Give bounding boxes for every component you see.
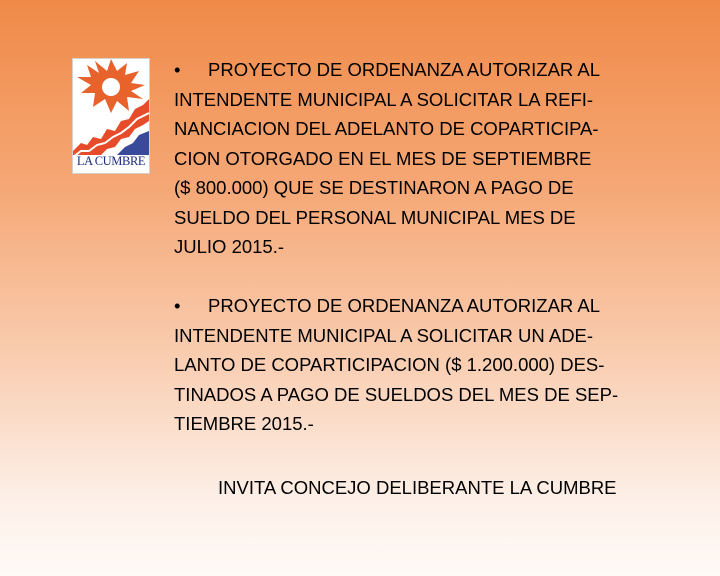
la-cumbre-logo xyxy=(72,58,150,174)
footer-invitation: INVITA CONCEJO DELIBERANTE LA CUMBRE xyxy=(218,477,617,498)
item-text-line: CION OTORGADO EN EL MES DE SEPTIEMBRE xyxy=(174,147,592,169)
item-text-line: NANCIACION DEL ADELANTO DE COPARTICIPA- xyxy=(174,118,599,139)
item-text-line: ($ 800.000) QUE SE DESTINARON A PAGO DE xyxy=(174,177,574,198)
item-text-line: JULIO 2015.- xyxy=(174,236,285,257)
bullet-icon: • xyxy=(174,295,181,316)
item-text-line: PROYECTO DE ORDENANZA AUTORIZAR AL xyxy=(208,295,601,316)
item-text-line: PROYECTO DE ORDENANZA AUTORIZAR AL xyxy=(208,59,601,80)
item-text-line: TIEMBRE 2015.- xyxy=(174,413,314,434)
list-item xyxy=(174,55,664,262)
bullet-icon: • xyxy=(174,59,181,80)
list-item xyxy=(174,291,664,439)
item-line-first xyxy=(174,291,664,321)
item-text-line: INTENDENTE MUNICIPAL A SOLICITAR LA REFI- xyxy=(174,88,594,110)
item-text-line: SUELDO DEL PERSONAL MUNICIPAL MES DE xyxy=(174,206,576,228)
item-text-line: LANTO DE COPARTICIPACION ($ 1.200.000) DES- xyxy=(174,354,605,375)
item-text-line: TINADOS A PAGO DE SUELDOS DEL MES DE SEP- xyxy=(174,383,619,405)
logo-text: LA CUMBRE xyxy=(76,154,146,168)
item-line-first xyxy=(174,55,664,85)
announcement-list xyxy=(174,55,664,439)
item-text-line: INTENDENTE MUNICIPAL A SOLICITAR UN ADE- xyxy=(174,324,594,346)
